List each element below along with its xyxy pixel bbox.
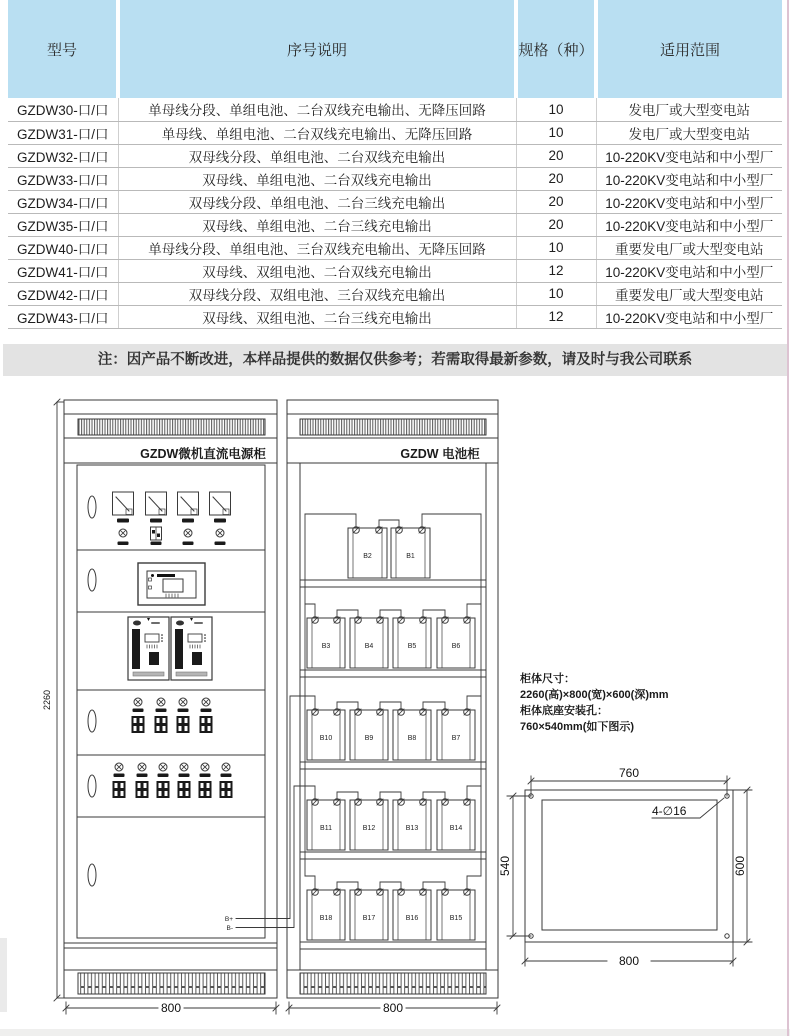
battery-label: B2 — [363, 553, 372, 560]
base-mounting-diagram — [498, 766, 752, 968]
power-cabinet-top-vent — [78, 419, 265, 435]
model-cell: GZDW32-口/口 — [8, 144, 118, 167]
circuit-breaker — [155, 716, 168, 733]
application-cell: 10-220KV变电站和中小型厂 — [596, 144, 782, 167]
table-row — [8, 282, 782, 305]
application-cell: 10-220KV变电站和中小型厂 — [596, 167, 782, 190]
description-cell: 双母线、双组电池、二台双线充电输出 — [118, 259, 516, 282]
bus-negative-label: B- — [226, 925, 233, 932]
spec-count-cell: 12 — [516, 259, 596, 282]
battery-cabinet — [287, 400, 498, 998]
note-bar: 注：因产品不断改进，本样品提供的数据仅供参考；若需取得最新参数，请及时与我公司联系 — [3, 344, 787, 376]
circuit-breaker — [199, 781, 212, 798]
hole-callout-label: 4-∅16 — [652, 804, 687, 818]
battery-label: B11 — [320, 825, 332, 832]
model-cell: GZDW41-口/口 — [8, 259, 118, 282]
description-cell: 双母线分段、单组电池、二台三线充电输出 — [118, 190, 516, 213]
application-cell: 重要发电厂或大型变电站 — [596, 236, 782, 259]
breaker-panel-1 — [132, 698, 213, 733]
door-handles — [88, 496, 96, 886]
battery-cabinet-top-vent — [300, 419, 486, 435]
description-cell: 单母线分段、单组电池、三台双线充电输出、无降压回路 — [118, 236, 516, 259]
header-description: 序号说明 — [118, 0, 516, 98]
technical-drawing — [0, 390, 790, 1036]
battery-label: B4 — [364, 643, 374, 650]
header-model: 型号 — [8, 0, 118, 98]
battery-label: B9 — [364, 735, 374, 742]
table-row — [8, 144, 782, 167]
bus-positive-label: B+ — [224, 916, 233, 923]
description-cell: 双母线、双组电池、二台三线充电输出 — [118, 305, 516, 328]
battery-shelves — [300, 514, 486, 949]
model-spec-table — [8, 0, 782, 329]
circuit-breaker — [136, 781, 149, 798]
circuit-breaker — [220, 781, 233, 798]
spec-count-cell: 20 — [516, 144, 596, 167]
circuit-breaker — [113, 781, 126, 798]
application-cell: 10-220KV变电站和中小型厂 — [596, 305, 782, 328]
spec-count-cell: 10 — [516, 98, 596, 121]
description-cell: 单母线、单组电池、二台双线充电输出、无降压回路 — [118, 121, 516, 144]
battery-label: B10 — [319, 735, 333, 742]
table-row — [8, 236, 782, 259]
panel-meter — [146, 492, 167, 515]
spec-table-body — [8, 98, 782, 328]
table-row — [8, 305, 782, 328]
charger-modules — [128, 617, 212, 680]
spec-count-cell: 20 — [516, 190, 596, 213]
table-row — [8, 190, 782, 213]
page-margin-strip — [0, 938, 7, 1012]
mounting-hole — [725, 934, 729, 938]
spec-line-2: 2260(高)×800(宽)×600(深)mm — [520, 689, 669, 701]
table-row — [8, 98, 782, 121]
circuit-breaker — [178, 781, 191, 798]
battery-label: B18 — [319, 915, 333, 922]
application-cell: 10-220KV变电站和中小型厂 — [596, 259, 782, 282]
circuit-breaker — [157, 781, 170, 798]
battery-label: B6 — [451, 643, 461, 650]
table-row — [8, 259, 782, 282]
spec-line-1: 柜体尺寸： — [520, 673, 575, 685]
application-cell: 发电厂或大型变电站 — [596, 121, 782, 144]
power-cabinet-title: GZDW微机直流电源柜 — [140, 447, 266, 461]
battery-cabinet-bottom-vent — [300, 973, 486, 994]
monitor-screen — [163, 579, 183, 592]
table-row — [8, 121, 782, 144]
base-dim-bottom-label: 800 — [618, 954, 640, 968]
battery-label: B3 — [321, 643, 331, 650]
page-bottom-strip — [0, 1029, 790, 1036]
battery-label: B5 — [407, 643, 417, 650]
base-dim-left-label: 540 — [498, 855, 512, 877]
spec-count-cell: 10 — [516, 121, 596, 144]
monitor-unit — [138, 563, 205, 605]
cabinet-specs — [520, 671, 669, 733]
power-cabinet-bottom-vent — [78, 973, 265, 994]
battery-label: B14 — [449, 825, 463, 832]
dim-right-width-label: 800 — [382, 1001, 404, 1015]
header-application: 适用范围 — [596, 0, 782, 98]
spec-line-4: 760×540mm(如下图示) — [520, 721, 635, 733]
panel-meter — [113, 492, 134, 515]
spec-count-cell: 20 — [516, 213, 596, 236]
dim-height-label: 2260 — [42, 689, 52, 711]
application-cell: 10-220KV变电站和中小型厂 — [596, 213, 782, 236]
battery-label: B15 — [449, 915, 463, 922]
spec-line-3: 柜体底座安装孔： — [520, 705, 608, 717]
table-row — [8, 167, 782, 190]
table-header — [8, 0, 782, 98]
base-dim-top-label: 760 — [618, 766, 640, 780]
spec-count-cell: 10 — [516, 282, 596, 305]
application-cell: 10-220KV变电站和中小型厂 — [596, 190, 782, 213]
model-cell: GZDW43-口/口 — [8, 305, 118, 328]
power-cabinet — [64, 400, 305, 998]
meter-row — [113, 492, 231, 523]
table-row — [8, 213, 782, 236]
battery-label: B7 — [451, 735, 461, 742]
battery-label: B8 — [407, 735, 417, 742]
circuit-breaker — [132, 716, 145, 733]
model-cell: GZDW35-口/口 — [8, 213, 118, 236]
description-cell: 单母线分段、单组电池、二台双线充电输出、无降压回路 — [118, 98, 516, 121]
dim-left-width-label: 800 — [160, 1001, 182, 1015]
battery-label: B12 — [362, 825, 376, 832]
description-cell: 双母线、单组电池、二台双线充电输出 — [118, 167, 516, 190]
battery-label: B13 — [405, 825, 419, 832]
model-cell: GZDW30-口/口 — [8, 98, 118, 121]
page-edge-line — [787, 0, 789, 1036]
battery-cabinet-title: GZDW 电池柜 — [400, 447, 480, 461]
base-dim-right-label: 600 — [733, 855, 747, 877]
model-cell: GZDW40-口/口 — [8, 236, 118, 259]
model-cell: GZDW42-口/口 — [8, 282, 118, 305]
battery-label: B1 — [406, 553, 415, 560]
circuit-breaker — [177, 716, 190, 733]
battery-label: B16 — [405, 915, 419, 922]
spec-count-cell: 20 — [516, 167, 596, 190]
breaker-panel-2 — [113, 763, 233, 798]
spec-count-cell: 10 — [516, 236, 596, 259]
header-spec-count: 规格（种） — [516, 0, 596, 98]
description-cell: 双母线、单组电池、二台三线充电输出 — [118, 213, 516, 236]
model-cell: GZDW33-口/口 — [8, 167, 118, 190]
description-cell: 双母线分段、双组电池、三台双线充电输出 — [118, 282, 516, 305]
description-cell: 双母线分段、单组电池、二台双线充电输出 — [118, 144, 516, 167]
circuit-breaker — [200, 716, 213, 733]
battery-label: B17 — [362, 915, 376, 922]
panel-meter — [210, 492, 231, 515]
model-cell: GZDW34-口/口 — [8, 190, 118, 213]
model-cell: GZDW31-口/口 — [8, 121, 118, 144]
spec-count-cell: 12 — [516, 305, 596, 328]
application-cell: 重要发电厂或大型变电站 — [596, 282, 782, 305]
power-cabinet-door — [77, 465, 265, 938]
indicator-row — [118, 527, 226, 545]
panel-meter — [178, 492, 199, 515]
application-cell: 发电厂或大型变电站 — [596, 98, 782, 121]
